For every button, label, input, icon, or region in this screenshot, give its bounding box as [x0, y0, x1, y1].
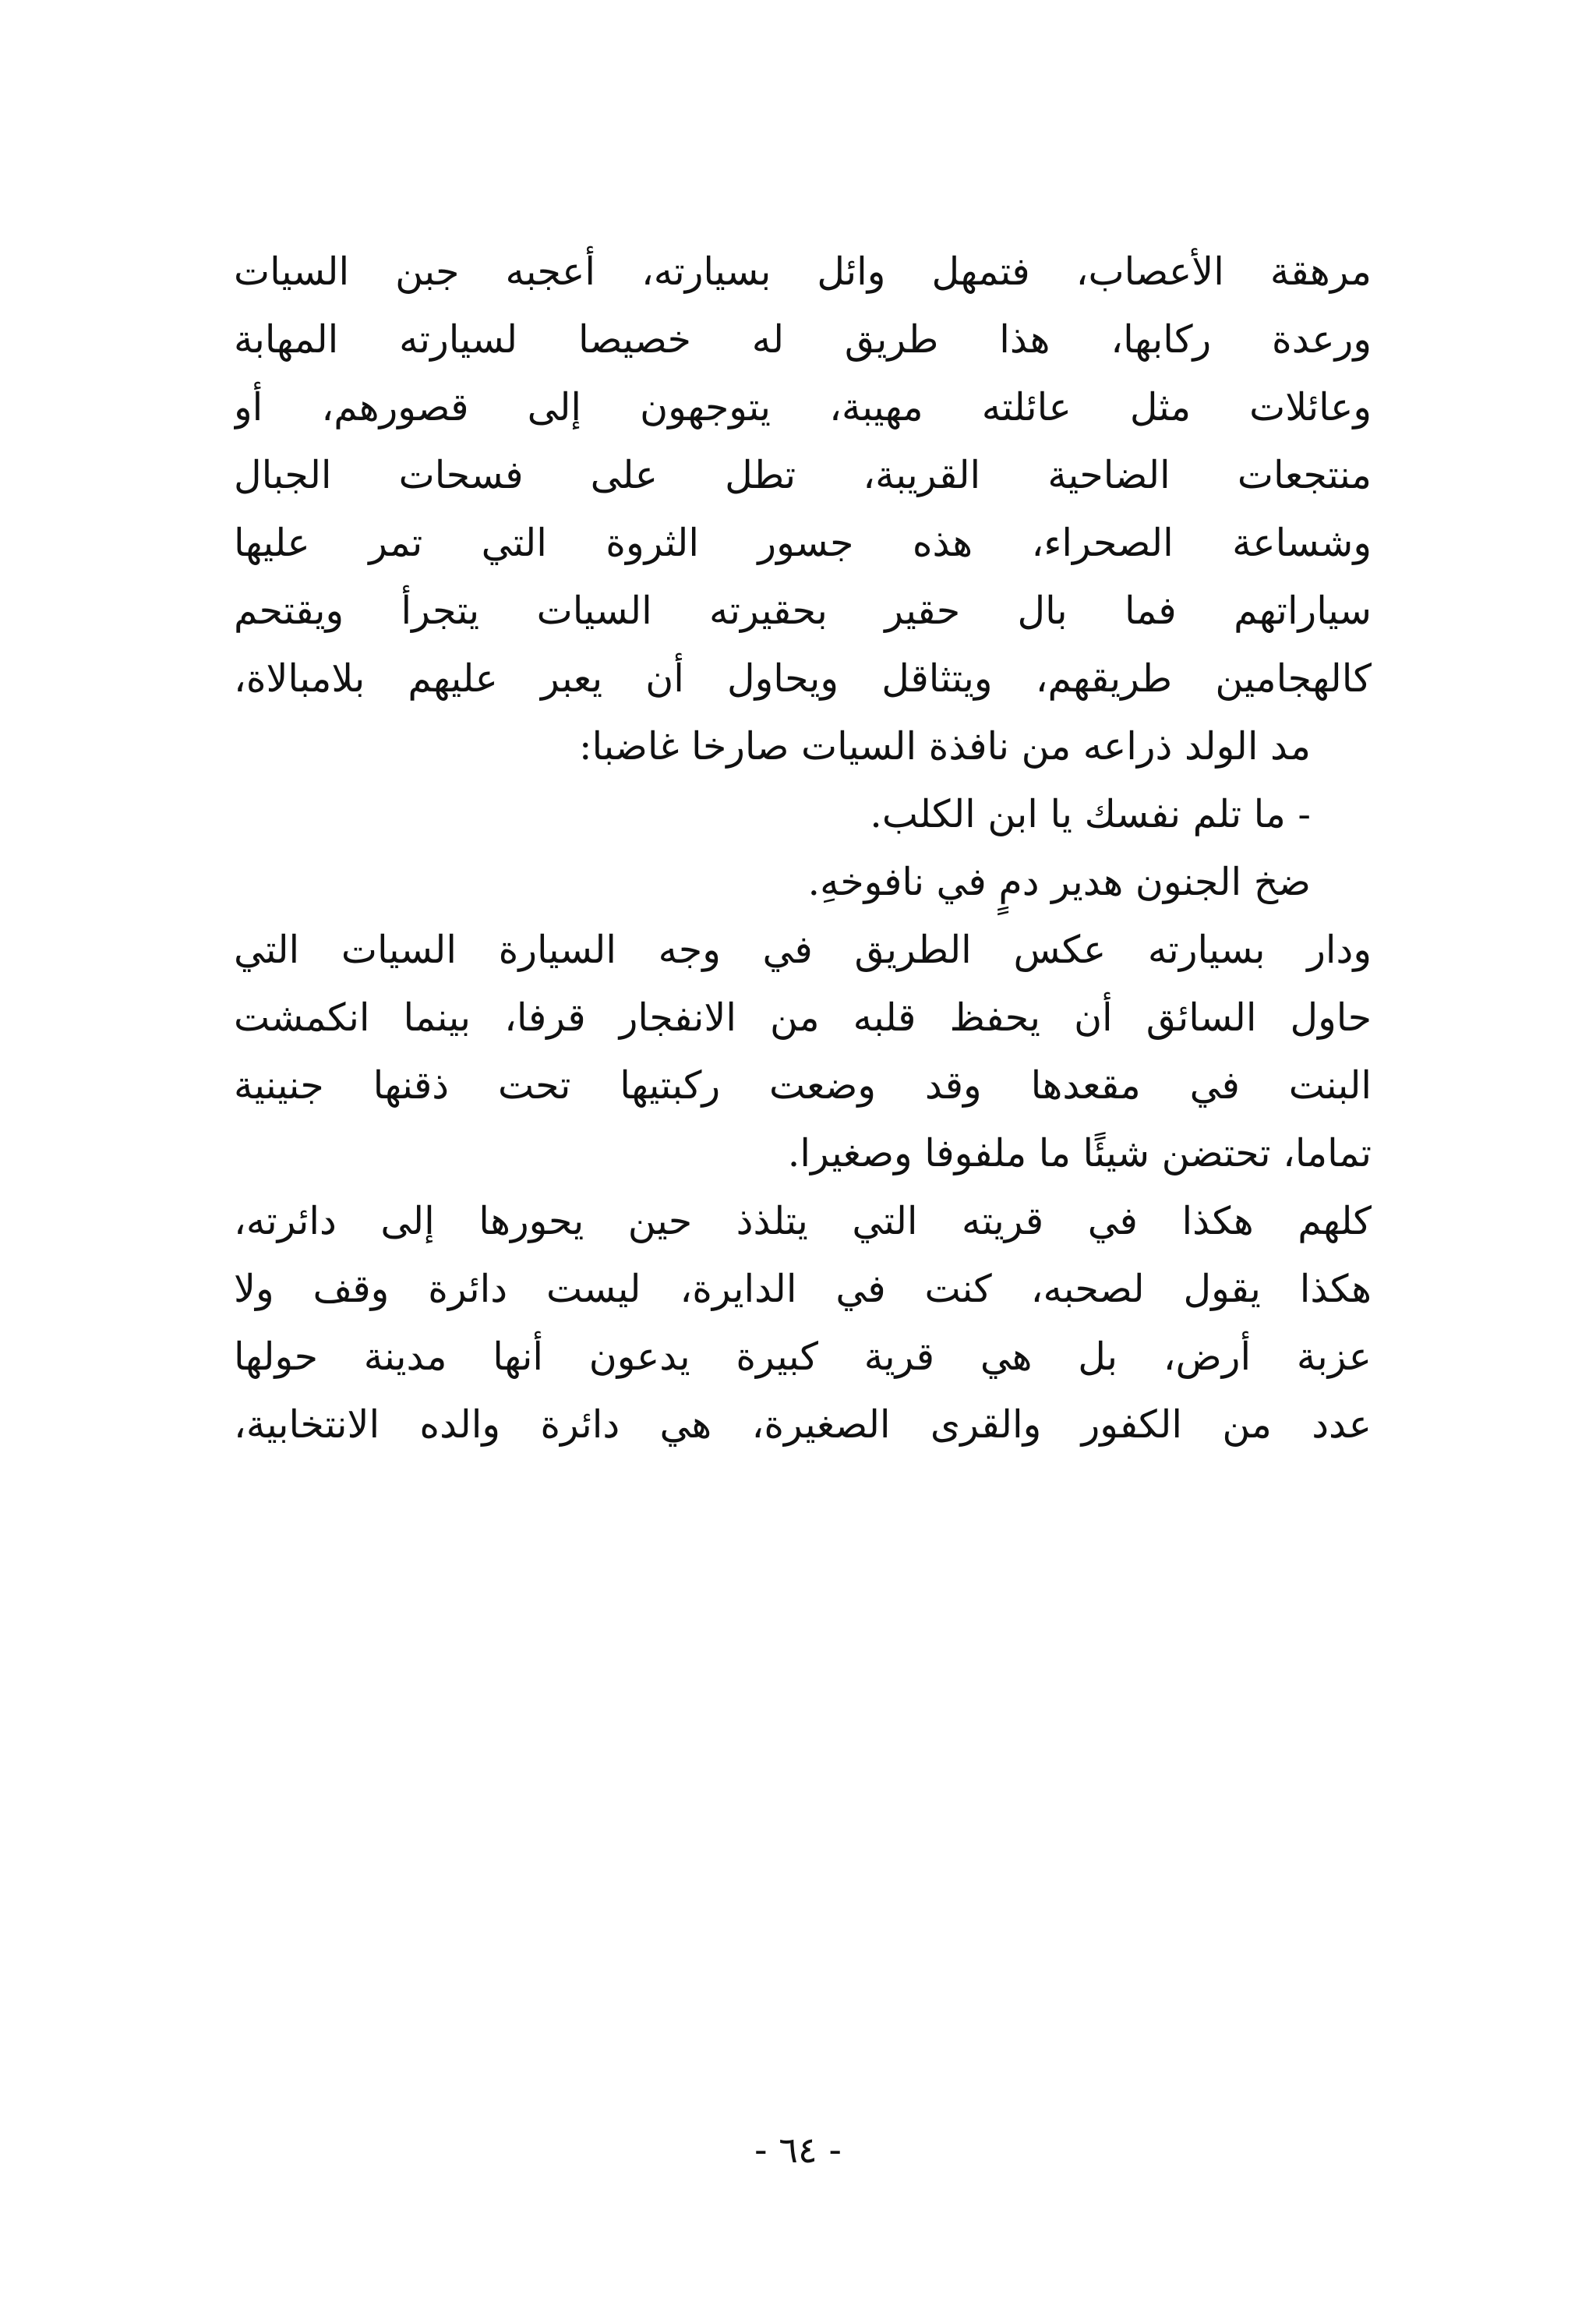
text-line: مد الولد ذراعه من نافذة السيات صارخا غاضبا: — [579, 724, 1311, 769]
text-line: تماما، تحتضن شيئًا ما ملفوفا وصغيرا. — [787, 1131, 1372, 1175]
text-line: ودار بسيارته عكس الطريق في وجه السيارة السيات التي — [234, 928, 1372, 972]
text-line: ورعدة ركابها، هذا طريق له خصيصا لسيارته المهابة — [234, 317, 1372, 362]
text-line: مرهقة الأعصاب، فتمهل وائل بسيارته، أعجبه جبن السيات — [234, 249, 1372, 294]
text-line: البنت في مقعدها وقد وضعت ركبتيها تحت ذقنها جنينية — [234, 1063, 1372, 1108]
text-line: وعائلات مثل عائلته مهيبة، يتوجهون إلى قصورهم، أو — [234, 385, 1372, 430]
text-line: منتجعات الضاحية القريبة، تطل على فسحات الجبال — [234, 453, 1372, 497]
dialogue-line: - ما تلم نفسك يا ابن الكلب. — [870, 792, 1311, 836]
text-line: ضخ الجنون هدير دمٍ في نافوخهِ. — [807, 860, 1311, 904]
text-line: عزبة أرض، بل هي قرية كبيرة يدعون أنها مدينة حولها — [234, 1335, 1372, 1379]
text-line: كالهجامين طريقهم، ويتثاقل ويحاول أن يعبر عليهم بلامبالاة، — [234, 656, 1372, 701]
text-line: وشساعة الصحراء، هذه جسور الثروة التي تمر عليها — [234, 521, 1372, 565]
text-line: هكذا يقول لصحبه، كنت في الدايرة، ليست دائرة وقف ولا — [234, 1267, 1372, 1311]
text-line: كلهم هكذا في قريته التي يتلذذ حين يحورها إلى دائرته، — [234, 1199, 1372, 1243]
body-text — [234, 238, 1372, 1458]
text-line: عدد من الكفور والقرى الصغيرة، هي دائرة والده الانتخابية، — [234, 1402, 1372, 1447]
text-line: سياراتهم فما بال حقير بحقيرته السيات يتجرأ ويقتحم — [234, 589, 1372, 633]
page-number: - ٦٤ - — [754, 2129, 842, 2171]
text-line: حاول السائق أن يحفظ قلبه من الانفجار قرفا، بينما انكمشت — [234, 995, 1372, 1040]
